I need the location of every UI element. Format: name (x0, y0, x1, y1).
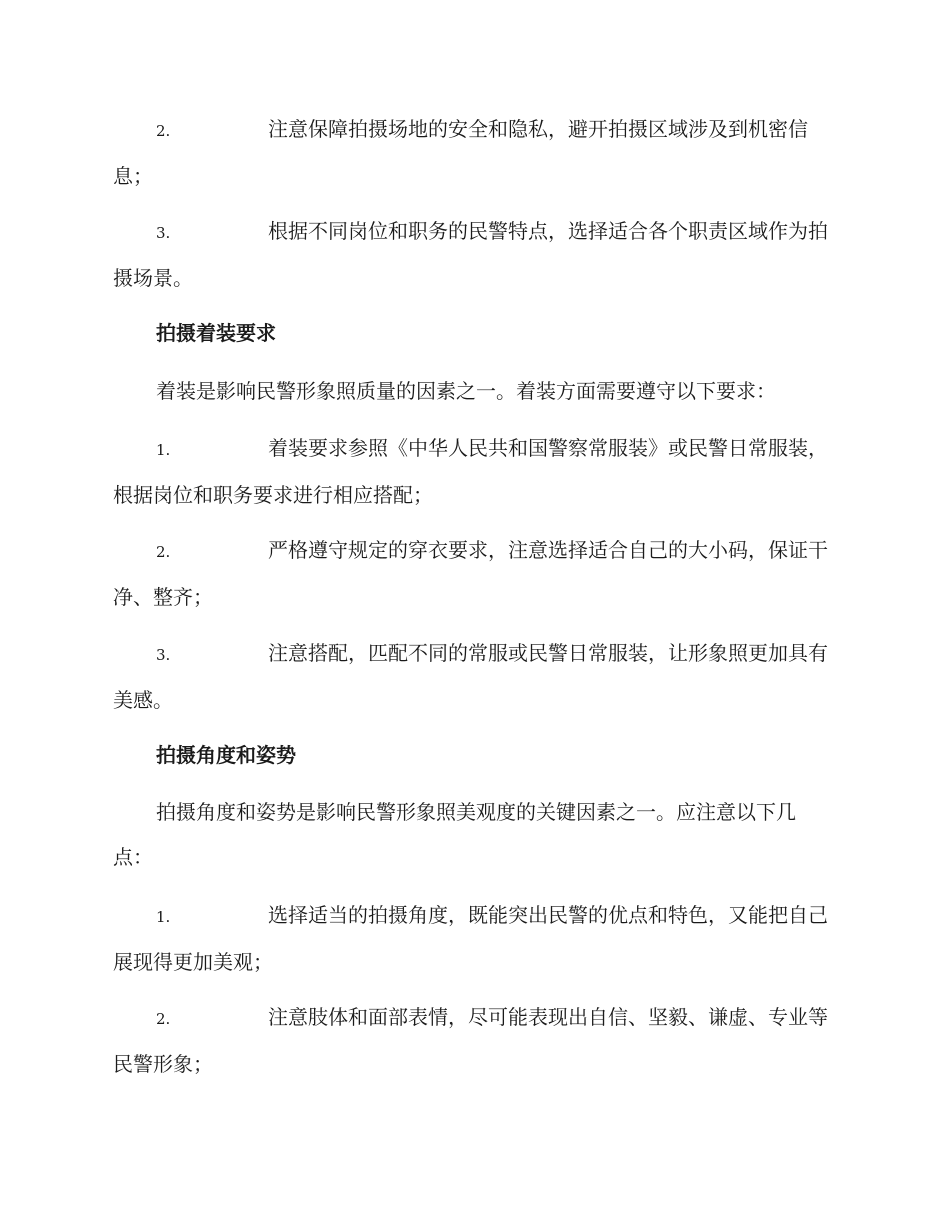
paragraph: 拍摄角度和姿势是影响民警形象照美观度的关键因素之一。应注意以下几点： (113, 800, 796, 869)
list-text: 选择适当的拍摄角度，既能突出民警的优点和特色，又能把自己展现得更加美观； (113, 903, 828, 974)
section-heading: 拍摄角度和姿势 (156, 743, 296, 767)
list-item (113, 995, 835, 1087)
section-heading: 拍摄着装要求 (156, 321, 276, 345)
list-item (113, 631, 835, 723)
list-number: 3. (156, 646, 171, 664)
list-text: 严格遵守规定的穿衣要求，注意选择适合自己的大小码，保证干净、整齐； (113, 538, 828, 609)
list-item (113, 893, 835, 985)
list-number: 1. (156, 908, 171, 926)
list-item (113, 107, 835, 199)
list-item (113, 209, 835, 301)
paragraph: 着装是影响民警形象照质量的因素之一。着装方面需要遵守以下要求： (156, 379, 776, 403)
list-text: 根据不同岗位和职务的民警特点，选择适合各个职责区域作为拍摄场景。 (113, 219, 828, 290)
list-number: 2. (156, 122, 171, 140)
list-number: 1. (156, 441, 171, 459)
list-number: 2. (156, 543, 171, 561)
list-text: 注意肢体和面部表情，尽可能表现出自信、坚毅、谦虚、专业等民警形象； (113, 1005, 828, 1076)
list-text: 注意搭配，匹配不同的常服或民警日常服装，让形象照更加具有美感。 (113, 641, 828, 712)
list-number: 2. (156, 1010, 171, 1028)
list-text: 注意保障拍摄场地的安全和隐私，避开拍摄区域涉及到机密信息； (113, 117, 808, 188)
list-item (113, 528, 835, 620)
list-text: 着装要求参照《中华人民共和国警察常服装》或民警日常服装，根据岗位和职务要求进行相应搭配； (113, 436, 828, 507)
list-item (113, 426, 835, 518)
list-number: 3. (156, 224, 171, 242)
